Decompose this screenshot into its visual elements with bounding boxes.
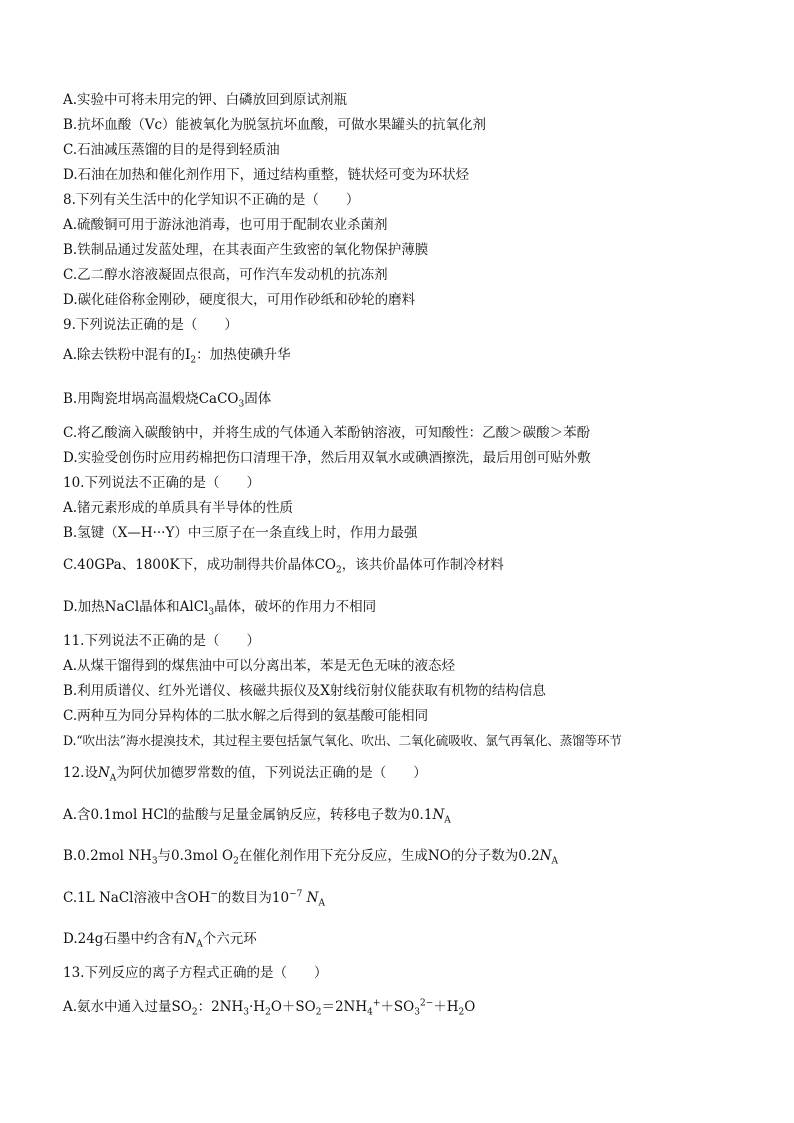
q8-option-d: D.碳化硅俗称金刚砂，硬度很大，可用作砂纸和砂轮的磨料	[63, 292, 416, 308]
q12-option-a: A.含0.1mol HCl的盐酸与足量金属钠反应，转移电子数为$0.1N_A$	[63, 807, 451, 826]
q10-option-a: A.锗元素形成的单质具有半导体的性质	[63, 500, 294, 516]
q8-option-a: A.硫酸铜可用于游泳池消毒，也可用于配制农业杀菌剂	[63, 217, 388, 233]
q10-stem: 10.下列说法不正确的是（ ）	[63, 475, 260, 491]
q9-option-a: A.除去铁粉中混有的$I_2$：加热使碘升华	[63, 347, 291, 366]
q12-option-d: D.24g石墨中约含有$N_A$个六元环	[63, 931, 257, 950]
q11-option-b: B.利用质谱仪、红外光谱仪、核磁共振仪及X射线衍射仪能获取有机物的结构信息	[63, 683, 546, 699]
q13-stem: 13.下列反应的离子方程式正确的是（ ）	[63, 965, 328, 981]
q12-option-c: C.1L NaCl溶液中含OH−的数目为$10^{-7}$ $N_A$	[63, 889, 325, 909]
q9-option-b: B.用陶瓷坩埚高温煅烧CaCO$_3$固体	[63, 391, 272, 410]
q12-stem: 12.设$N_A$为阿伏加德罗常数的值，下列说法正确的是（ ）	[63, 765, 427, 784]
q8-option-c: C.乙二醇水溶液凝固点很高，可作汽车发动机的抗冻剂	[63, 267, 388, 283]
q11-option-d: D.“吹出法”海水提溴技术，其过程主要包括氯气氧化、吹出、二氧化硫吸收、氯气再氧化、蒸馏等环节	[63, 733, 622, 748]
q7-option-d: D.石油在加热和催化剂作用下，通过结构重整，链状烃可变为环状烃	[63, 167, 470, 183]
q9-option-c: C.将乙酸滴入碳酸钠中，并将生成的气体通入苯酚钠溶液，可知酸性：乙酸＞碳酸＞苯酚	[63, 425, 591, 441]
q7-option-b: B.抗坏血酸（Vc）能被氧化为脱氢抗坏血酸，可做水果罐头的抗氧化剂	[63, 117, 487, 133]
q10-option-b: B.氢键（X—H···Y）中三原子在一条直线上时，作用力最强	[63, 525, 418, 541]
q11-option-a: A.从煤干馏得到的煤焦油中可以分离出苯，苯是无色无味的液态烃	[63, 658, 456, 674]
q7-option-c: C.石油减压蒸馏的目的是得到轻质油	[63, 142, 280, 158]
q11-option-c: C.两种互为同分异构体的二肽水解之后得到的氨基酸可能相同	[63, 708, 429, 724]
q10-option-c: C.40GPa、1800K下，成功制得共价晶体$CO_2$，该共价晶体可作制冷材料	[63, 557, 504, 576]
q10-option-d: D.加热NaCl晶体和AlCl$_3$晶体，破坏的作用力不相同	[63, 599, 377, 618]
q13-option-a: A.氨水中通入过量$SO_2$：$2NH_3\cdot H_2O+SO_2=2NH_4^++SO_3^{2-}+H_2O$	[63, 998, 476, 1018]
q9-option-d: D.实验受创伤时应用药棉把伤口清理干净，然后用双氧水或碘酒擦洗，最后用创可贴外敷	[63, 450, 591, 466]
q8-option-b: B.铁制品通过发蓝处理，在其表面产生致密的氧化物保护薄膜	[63, 242, 429, 258]
q8-stem: 8.下列有关生活中的化学知识不正确的是（ ）	[63, 192, 360, 208]
q7-option-a: A.实验中可将未用完的钾、白磷放回到原试剂瓶	[63, 92, 348, 108]
q12-option-b: B.0.2mol $NH_3$与0.3mol $O_2$在催化剂作用下充分反应，生成NO的分子数为$0.2N_A$	[63, 848, 559, 867]
q11-stem: 11.下列说法不正确的是（ ）	[63, 633, 260, 649]
q9-stem: 9.下列说法正确的是（ ）	[63, 317, 238, 333]
